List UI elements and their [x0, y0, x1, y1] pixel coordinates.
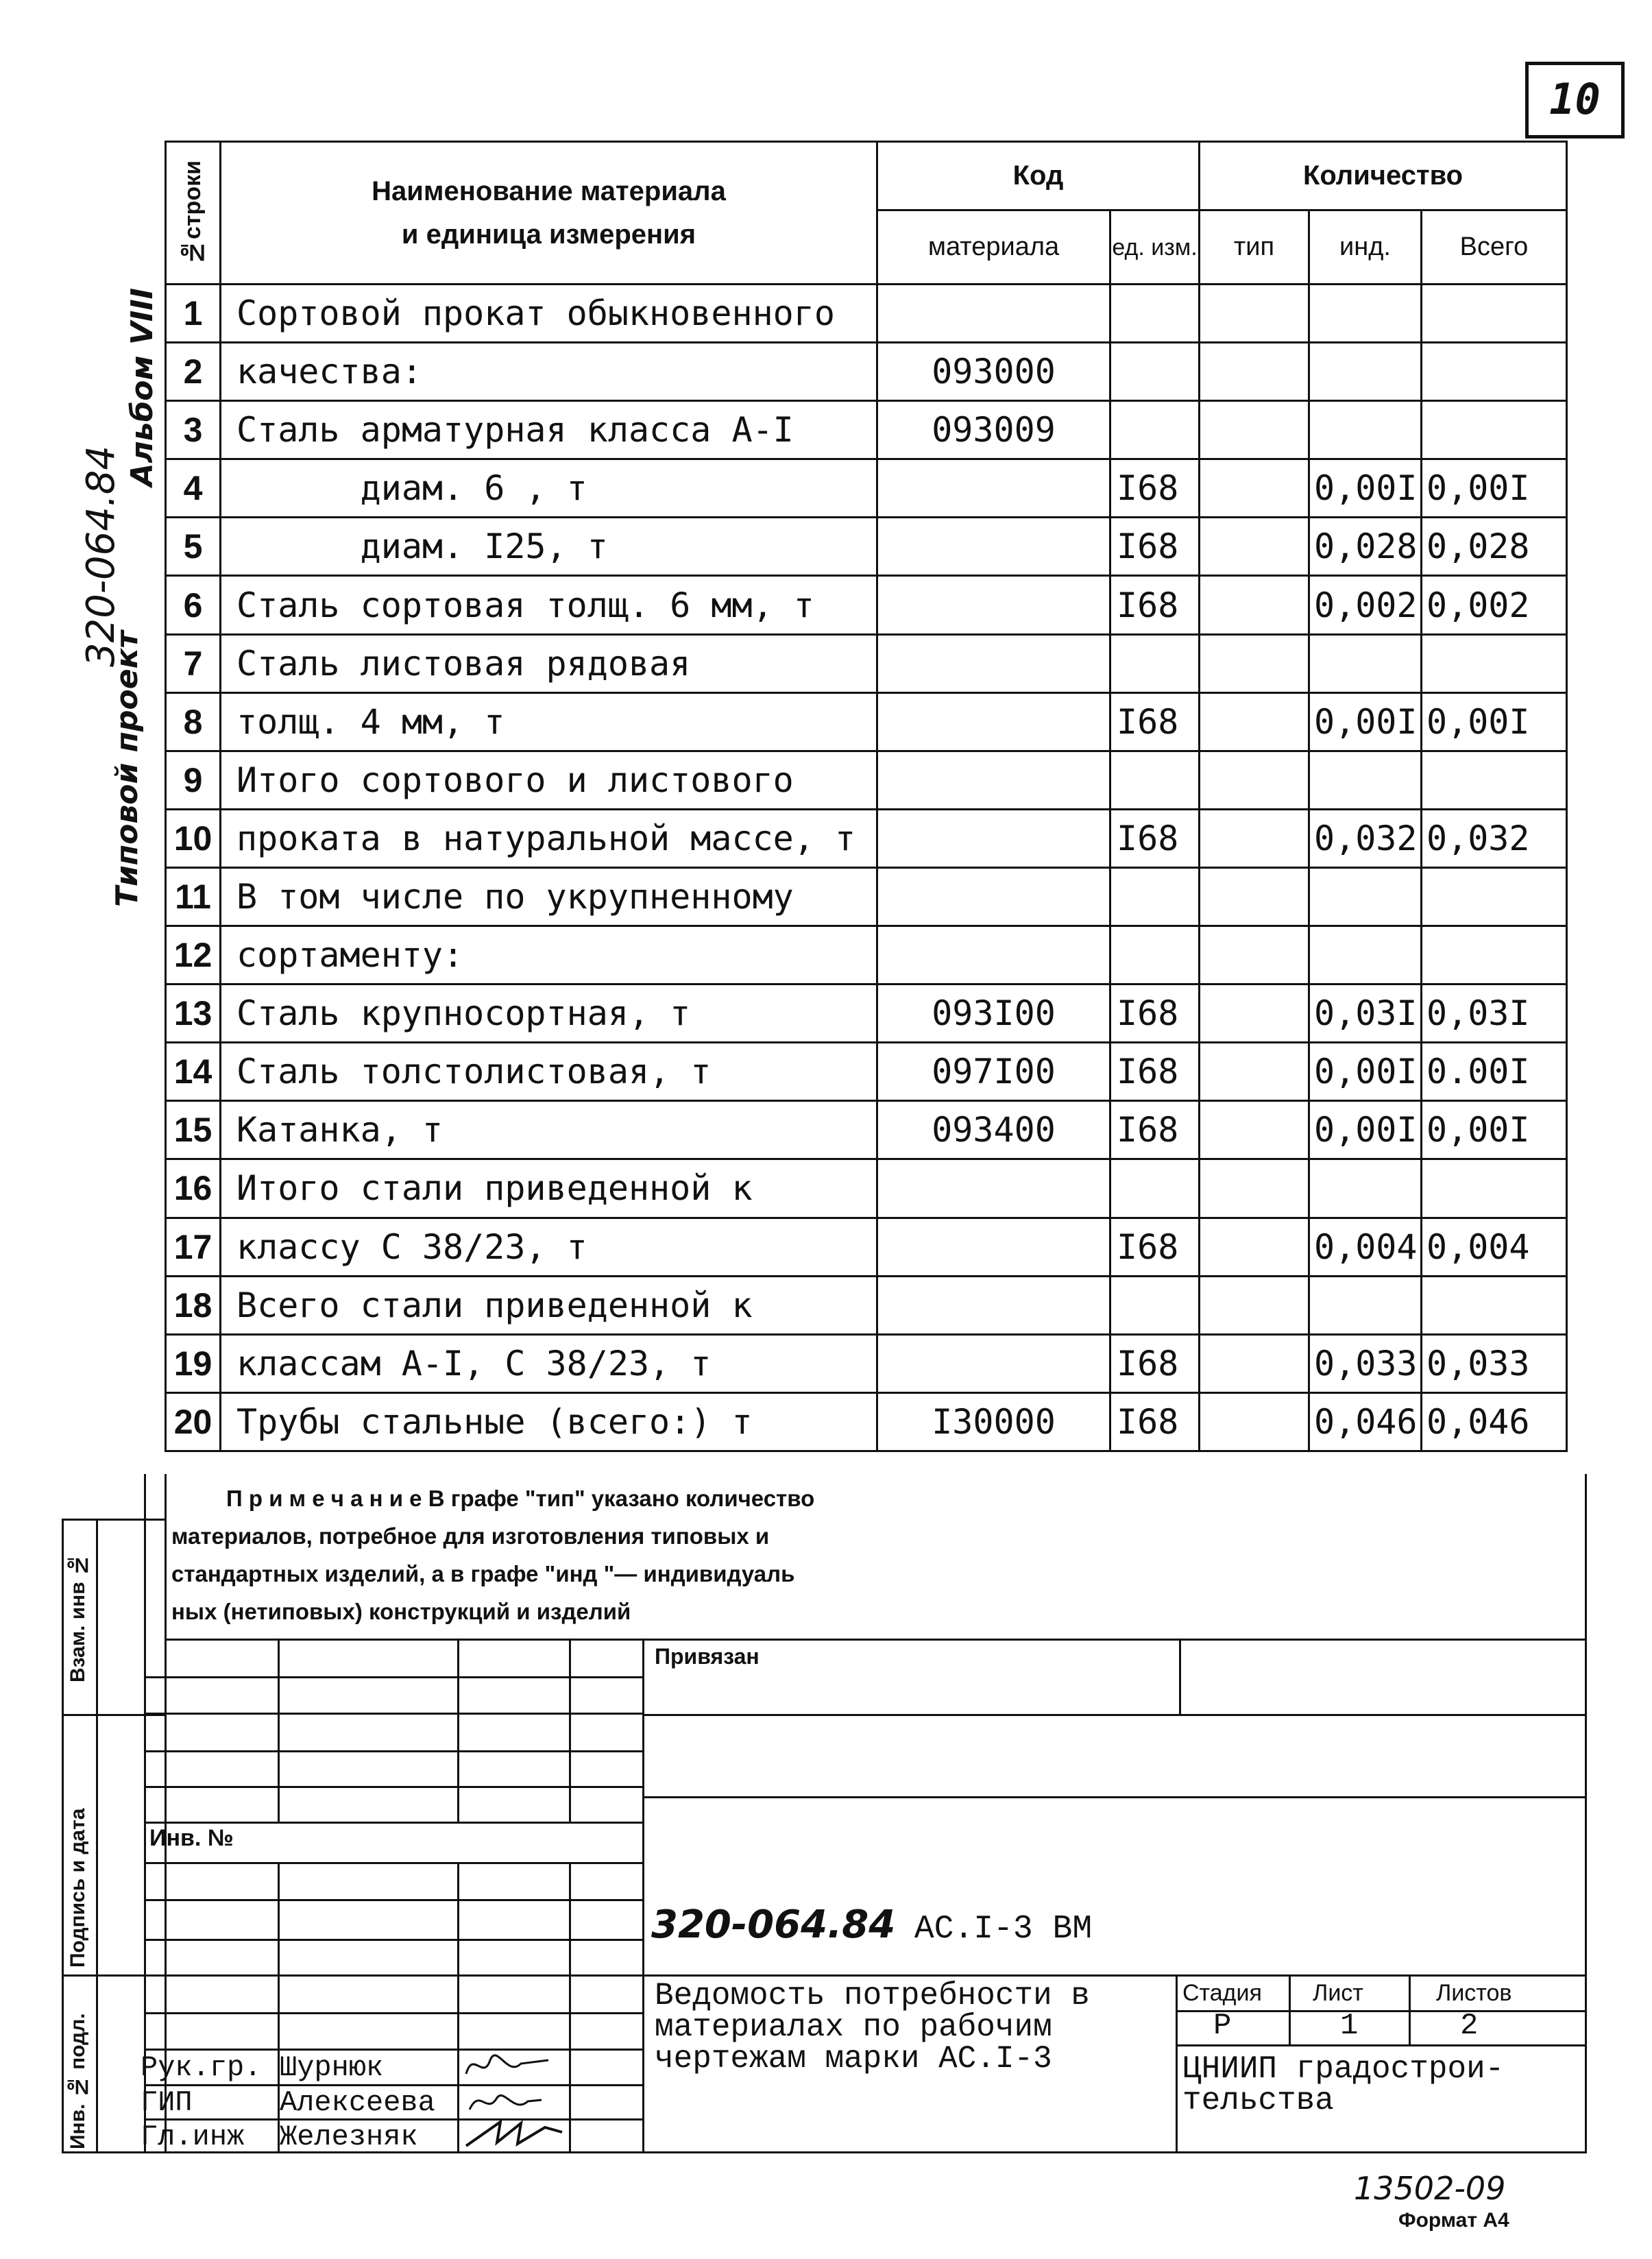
qty-type [1200, 1392, 1309, 1451]
table-row [166, 926, 1567, 984]
sig-name-2: Алексеева [280, 2086, 435, 2119]
qty-total [1422, 401, 1567, 459]
material-name: Сталь крупносортная, т [221, 984, 877, 1043]
qty-total: 0,00I [1422, 1101, 1567, 1159]
row-number: 19 [166, 1334, 221, 1392]
unit-code: I68 [1110, 1043, 1200, 1101]
header-qty-ind: инд. [1309, 210, 1422, 285]
material-name: Итого сортового и листового [221, 751, 877, 809]
material-name: Трубы стальные (всего:) т [221, 1392, 877, 1451]
unit-code: I68 [1110, 576, 1200, 634]
qty-type [1200, 1218, 1309, 1276]
row-number: 1 [166, 285, 221, 343]
header-name-line1: Наименование материала [372, 176, 726, 206]
material-name: диам. 6 , т [221, 459, 877, 518]
qty-ind: 0,00I [1309, 1101, 1422, 1159]
material-code [877, 926, 1110, 984]
header-name-line2: и единица измерения [401, 219, 696, 250]
row-number: 11 [166, 867, 221, 926]
note-line4: ных (нетиповых) конструкций и изделий [171, 1599, 631, 1624]
material-name: Сталь листовая рядовая [221, 634, 877, 692]
qty-ind: 0,004 [1309, 1218, 1422, 1276]
qty-type [1200, 1101, 1309, 1159]
qty-ind: 0,032 [1309, 809, 1422, 867]
stage-label: Стадия [1182, 1980, 1262, 2006]
unit-code: I68 [1110, 1392, 1200, 1451]
qty-type [1200, 1043, 1309, 1101]
unit-code [1110, 285, 1200, 343]
page-number: 10 [1525, 62, 1625, 138]
qty-total: 0,032 [1422, 809, 1567, 867]
side-code: 320-064.84 [79, 446, 123, 668]
org-line2: тельства [1182, 2083, 1334, 2118]
sheet-value: 1 [1340, 2009, 1359, 2043]
note-line2: материалов, потребное для изготовления типовых и [171, 1523, 770, 1549]
header-qty-type: тип [1200, 210, 1309, 285]
note-line3: стандартных изделий, а в графе "инд "— индивидуаль [171, 1561, 795, 1586]
side-annotation [75, 274, 165, 908]
row-number: 13 [166, 984, 221, 1043]
row-number: 12 [166, 926, 221, 984]
material-name: качества: [221, 343, 877, 401]
row-number: 17 [166, 1218, 221, 1276]
material-code: 093I00 [877, 984, 1110, 1043]
unit-code [1110, 634, 1200, 692]
unit-code: I68 [1110, 1218, 1200, 1276]
qty-total: 0,028 [1422, 518, 1567, 576]
qty-ind [1309, 1276, 1422, 1334]
label-podpis: Подпись и дата [66, 1808, 89, 1968]
organization [1182, 2053, 1504, 2116]
row-number: 3 [166, 401, 221, 459]
unit-code: I68 [1110, 809, 1200, 867]
qty-ind [1309, 751, 1422, 809]
note [171, 1479, 1508, 1630]
qty-ind: 0,033 [1309, 1334, 1422, 1392]
header-qty-total: Всего [1422, 210, 1567, 285]
signature-marks [459, 2046, 569, 2153]
unit-code [1110, 867, 1200, 926]
unit-code: I68 [1110, 1101, 1200, 1159]
row-number: 4 [166, 459, 221, 518]
qty-ind [1309, 926, 1422, 984]
table-row [166, 1334, 1567, 1392]
qty-total [1422, 1276, 1567, 1334]
header-code: Код [877, 142, 1200, 210]
qty-ind: 0,00I [1309, 692, 1422, 751]
material-name: Катанка, т [221, 1101, 877, 1159]
table-row [166, 576, 1567, 634]
signature-alekseeva [470, 2095, 542, 2110]
stage-value: Р [1213, 2009, 1232, 2043]
material-name: Сортовой прокат обыкновенного [221, 285, 877, 343]
row-number: 14 [166, 1043, 221, 1101]
row-number: 6 [166, 576, 221, 634]
qty-ind [1309, 634, 1422, 692]
signature-zheleznyak [466, 2122, 562, 2146]
material-code [877, 1276, 1110, 1334]
materials-table [165, 141, 1568, 1452]
table-row [166, 459, 1567, 518]
qty-type [1200, 634, 1309, 692]
material-code [877, 634, 1110, 692]
qty-total: 0,00I [1422, 692, 1567, 751]
material-code: 093400 [877, 1101, 1110, 1159]
row-number: 9 [166, 751, 221, 809]
sheets-value: 2 [1460, 2009, 1479, 2043]
qty-type [1200, 809, 1309, 867]
header-row-num-label: №строки [180, 160, 206, 265]
table-row [166, 809, 1567, 867]
header-code-material: материала [877, 210, 1110, 285]
sheets-label: Листов [1436, 1980, 1512, 2006]
qty-total: 0,00I [1422, 459, 1567, 518]
qty-type [1200, 401, 1309, 459]
qty-total: 0.00I [1422, 1043, 1567, 1101]
material-code: 097I00 [877, 1043, 1110, 1101]
table-row [166, 867, 1567, 926]
qty-total [1422, 1159, 1567, 1218]
unit-code: I68 [1110, 518, 1200, 576]
qty-ind: 0,00I [1309, 459, 1422, 518]
unit-code [1110, 1276, 1200, 1334]
material-code [877, 285, 1110, 343]
qty-total: 0,046 [1422, 1392, 1567, 1451]
material-name: проката в натуральной массе, т [221, 809, 877, 867]
row-number: 18 [166, 1276, 221, 1334]
material-code: 093009 [877, 401, 1110, 459]
header-name [221, 142, 877, 285]
qty-ind [1309, 1159, 1422, 1218]
header-code-unit: ед. изм. [1110, 210, 1200, 285]
table-row [166, 984, 1567, 1043]
qty-type [1200, 867, 1309, 926]
material-code [877, 1218, 1110, 1276]
material-code [877, 576, 1110, 634]
label-vzam: Взам. инв № [66, 1553, 89, 1683]
table-row [166, 1101, 1567, 1159]
material-name: диам. I25, т [221, 518, 877, 576]
description-line2: материалах по рабочим [655, 2009, 1052, 2045]
row-number: 2 [166, 343, 221, 401]
material-code [877, 459, 1110, 518]
qty-ind [1309, 867, 1422, 926]
qty-total [1422, 926, 1567, 984]
signature-shurnyuk [466, 2055, 548, 2074]
description-line1: Ведомость потребности в [655, 1978, 1090, 2014]
qty-type [1200, 1159, 1309, 1218]
table-row [166, 1276, 1567, 1334]
material-name: Сталь толстолистовая, т [221, 1043, 877, 1101]
row-number: 10 [166, 809, 221, 867]
qty-ind [1309, 343, 1422, 401]
label-inv-podl: Инв. № подл. [66, 2013, 89, 2149]
material-code: 093000 [877, 343, 1110, 401]
qty-ind: 0,002 [1309, 576, 1422, 634]
table-row [166, 1159, 1567, 1218]
side-album: Альбом VIII [125, 288, 160, 487]
table-row [166, 751, 1567, 809]
material-name: толщ. 4 мм, т [221, 692, 877, 751]
qty-type [1200, 751, 1309, 809]
row-number: 5 [166, 518, 221, 576]
qty-type [1200, 518, 1309, 576]
material-code [877, 518, 1110, 576]
description [655, 1980, 1090, 2075]
qty-total [1422, 751, 1567, 809]
qty-total: 0,033 [1422, 1334, 1567, 1392]
unit-code: I68 [1110, 1334, 1200, 1392]
doc-code-hand: 320-064.84 [651, 1902, 896, 1947]
row-number: 20 [166, 1392, 221, 1451]
unit-code [1110, 751, 1200, 809]
sig-role-2: ГИП [141, 2086, 193, 2119]
row-number: 7 [166, 634, 221, 692]
sig-role-1: Рук.гр. [141, 2051, 262, 2084]
qty-type [1200, 343, 1309, 401]
material-name: Сталь сортовая толщ. 6 мм, т [221, 576, 877, 634]
row-number: 15 [166, 1101, 221, 1159]
material-code: I30000 [877, 1392, 1110, 1451]
qty-ind: 0,028 [1309, 518, 1422, 576]
unit-code: I68 [1110, 692, 1200, 751]
qty-ind [1309, 401, 1422, 459]
qty-type [1200, 459, 1309, 518]
material-name: классу С 38/23, т [221, 1218, 877, 1276]
material-code [877, 692, 1110, 751]
archive-number: 13502-09 [1354, 2170, 1506, 2207]
qty-total [1422, 634, 1567, 692]
qty-ind: 0,00I [1309, 1043, 1422, 1101]
material-code [877, 867, 1110, 926]
table-row [166, 343, 1567, 401]
material-code [877, 751, 1110, 809]
format-label: Формат А4 [1398, 2209, 1509, 2232]
row-number: 8 [166, 692, 221, 751]
sig-role-3: Гл.инж [141, 2121, 245, 2153]
header-quantity: Количество [1200, 142, 1567, 210]
material-code [877, 809, 1110, 867]
table-row [166, 1043, 1567, 1101]
unit-code: I68 [1110, 984, 1200, 1043]
qty-ind [1309, 285, 1422, 343]
qty-type [1200, 1334, 1309, 1392]
qty-total [1422, 343, 1567, 401]
material-name: Всего стали приведенной к [221, 1276, 877, 1334]
material-name: сортаменту: [221, 926, 877, 984]
qty-type [1200, 576, 1309, 634]
qty-total: 0,03I [1422, 984, 1567, 1043]
header-row-num [166, 142, 221, 285]
qty-total [1422, 285, 1567, 343]
sig-name-3: Железняк [280, 2121, 418, 2153]
unit-code: I68 [1110, 459, 1200, 518]
qty-type [1200, 926, 1309, 984]
table-row [166, 1218, 1567, 1276]
doc-code-mark: АС.I-3 ВМ [914, 1911, 1093, 1948]
material-name: классам А-I, С 38/23, т [221, 1334, 877, 1392]
description-line3: чертежам марки АС.I-3 [655, 2041, 1052, 2077]
table-row [166, 285, 1567, 343]
unit-code [1110, 401, 1200, 459]
unit-code [1110, 1159, 1200, 1218]
table-row [166, 1392, 1567, 1451]
qty-ind: 0,03I [1309, 984, 1422, 1043]
unit-code [1110, 926, 1200, 984]
qty-total: 0,004 [1422, 1218, 1567, 1276]
material-code [877, 1159, 1110, 1218]
org-line1: ЦНИИП градострои- [1182, 2051, 1505, 2087]
row-number: 16 [166, 1159, 221, 1218]
inv-no-label: Инв. № [149, 1825, 234, 1851]
note-line1: П р и м е ч а н и е В графе "тип" указано количество [226, 1486, 815, 1511]
material-name: Сталь арматурная класса А-I [221, 401, 877, 459]
sheet-label: Лист [1313, 1980, 1363, 2006]
side-project: Типовой проект [110, 631, 145, 908]
material-code [877, 1334, 1110, 1392]
sig-name-1: Шурнюк [280, 2051, 384, 2084]
table-row [166, 634, 1567, 692]
attached-label: Привязан [655, 1644, 760, 1669]
qty-total: 0,002 [1422, 576, 1567, 634]
table-row [166, 692, 1567, 751]
material-name: Итого стали приведенной к [221, 1159, 877, 1218]
qty-type [1200, 1276, 1309, 1334]
table-body [166, 285, 1567, 1451]
qty-ind: 0,046 [1309, 1392, 1422, 1451]
material-name: В том числе по укрупненному [221, 867, 877, 926]
qty-type [1200, 984, 1309, 1043]
qty-type [1200, 285, 1309, 343]
qty-type [1200, 692, 1309, 751]
table-row [166, 401, 1567, 459]
qty-total [1422, 867, 1567, 926]
table-row [166, 518, 1567, 576]
doc-code [651, 1902, 1092, 1948]
unit-code [1110, 343, 1200, 401]
